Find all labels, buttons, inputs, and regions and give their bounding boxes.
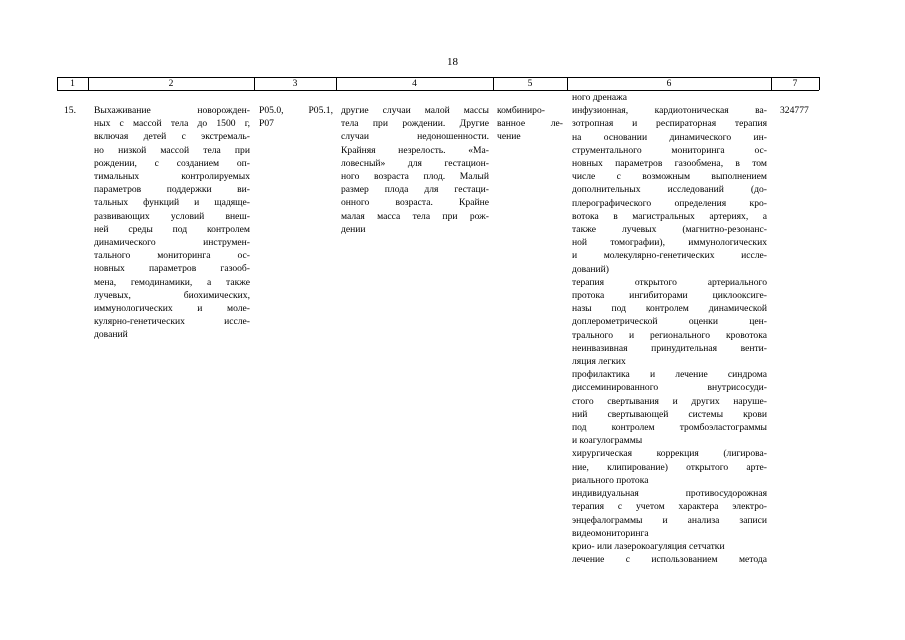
text-line: плерографического определения кро-	[572, 197, 767, 209]
column-number: 1	[70, 79, 75, 89]
text-line: дований)	[572, 263, 609, 275]
text-line: малая масса тела при рож-	[341, 210, 489, 222]
text-line: ловесный» для гестацион-	[341, 157, 489, 169]
text-line: доплерометрической оценки цен-	[572, 316, 767, 328]
text-line: на основании динамического ин-	[572, 131, 767, 143]
text-line: P05.0, P05.1,	[259, 105, 333, 116]
diagnosis-codes	[259, 104, 333, 130]
text-line: ной томографии), иммунологических	[572, 237, 767, 249]
text-line: параметров поддержки ви-	[94, 184, 250, 196]
text-line: ние, клипирование) открытого арте-	[572, 461, 767, 473]
column-number: 7	[792, 79, 798, 89]
text-line: онного возраста. Крайне	[341, 197, 489, 209]
column-number: 6	[666, 79, 672, 89]
text-line: протока ингибиторами циклооксиге-	[572, 290, 767, 302]
text-line: другие случаи малой массы	[341, 105, 489, 116]
treatment-description	[94, 104, 250, 342]
text-line: зотропная и респираторная терапия	[572, 118, 767, 130]
text-line: рождении, с созданием оп-	[94, 157, 250, 169]
text-line: иммунологических и моле-	[94, 303, 250, 315]
column-number: 5	[527, 79, 533, 89]
text-line: ного дренажа	[572, 92, 628, 103]
text-line: новных параметров газооб-	[94, 263, 250, 275]
text-line: риального протока	[572, 474, 649, 486]
text-line: профилактика и лечение синдрома	[572, 369, 767, 381]
text-line: включая детей с экстремаль-	[94, 131, 250, 143]
text-line: лучевых, биохимических,	[94, 289, 250, 301]
text-line: индивидуальная противосудорожная	[572, 488, 767, 500]
text-line: трального и регионального кровотока	[572, 329, 767, 341]
treatment-method	[572, 91, 767, 566]
text-line: новных параметров газообмена, в том	[572, 158, 767, 170]
text-line: и молекулярно-генетических иссле-	[572, 250, 767, 262]
text-line: и коагулограммы	[572, 435, 643, 447]
text-line: ванное ле-	[497, 118, 563, 130]
text-line: Выхаживание новорожден-	[94, 105, 250, 116]
patient-model	[341, 104, 489, 236]
text-line: тальных функций и щадяще-	[94, 197, 250, 209]
text-line: струментального мониторинга ос-	[572, 144, 767, 156]
text-line: мена, гемодинамики, а также	[94, 276, 250, 288]
text-line: тела при рождении. Другие	[341, 118, 489, 130]
text-line: диссеминированного внутрисосуди-	[572, 382, 767, 394]
text-line: стого свертывания и других наруше-	[572, 395, 767, 407]
text-line: тимальных контролируемых	[94, 171, 250, 183]
text-line: Крайняя незрелость. «Ма-	[341, 144, 489, 156]
text-line: лечение с использованием метода	[572, 554, 767, 566]
text-line: случаи недоношенности.	[341, 131, 489, 143]
text-line: ней среды под контролем	[94, 223, 250, 235]
text-line: ляция легких	[572, 356, 626, 368]
text-line: ного возраста плод. Малый	[341, 171, 489, 183]
text-line: размер плода для гестаци-	[341, 184, 489, 196]
text-line: крио- или лазерокоагуляция сетчатки	[572, 540, 725, 552]
text-line: дении	[341, 223, 366, 235]
text-line: также лучевых (магнитно-резонанс-	[572, 224, 767, 236]
text-line: энцефалограммы и анализа записи	[572, 514, 767, 526]
text-line: терапия открытого артериального	[572, 276, 767, 288]
text-line: под контролем тромбоэластограммы	[572, 422, 767, 434]
column-number: 2	[168, 79, 174, 89]
text-line: инфузионная, кардиотоническая ва-	[572, 105, 767, 117]
treatment-type	[497, 104, 563, 144]
text-line: развивающих условий внеш-	[94, 210, 250, 222]
text-line: динамического инструмен-	[94, 237, 250, 249]
text-line: видеомониторинга	[572, 527, 649, 539]
text-line: дополнительных исследований (до-	[572, 184, 767, 196]
text-line: чение	[497, 131, 521, 143]
text-line: вотока в магистральных артериях, а	[572, 210, 767, 222]
column-divider	[819, 77, 820, 90]
text-line: числе с возможным выполнением	[572, 171, 767, 183]
text-line: тального мониторинга ос-	[94, 250, 250, 262]
text-line: но низкой массой тела при	[94, 144, 250, 156]
text-line: терапия с учетом характера электро-	[572, 501, 767, 513]
text-line: ний свертывающей системы крови	[572, 408, 767, 420]
text-line: дований	[94, 329, 128, 341]
funding-amount: 324777	[780, 105, 809, 116]
column-number: 4	[412, 79, 417, 89]
text-line: хирургическая коррекция (лигирова-	[572, 448, 767, 460]
page-number: 18	[447, 56, 458, 68]
text-line: P07	[259, 118, 274, 130]
text-line: неинвазивная принудительная венти-	[572, 342, 767, 354]
text-line: комбиниро-	[497, 105, 545, 116]
column-number: 3	[292, 79, 298, 89]
text-line: назы под контролем динамической	[572, 303, 767, 315]
row-number: 15.	[64, 105, 76, 116]
text-line: кулярно-генетических иссле-	[94, 316, 250, 328]
text-line: ных с массой тела до 1500 г,	[94, 118, 250, 130]
